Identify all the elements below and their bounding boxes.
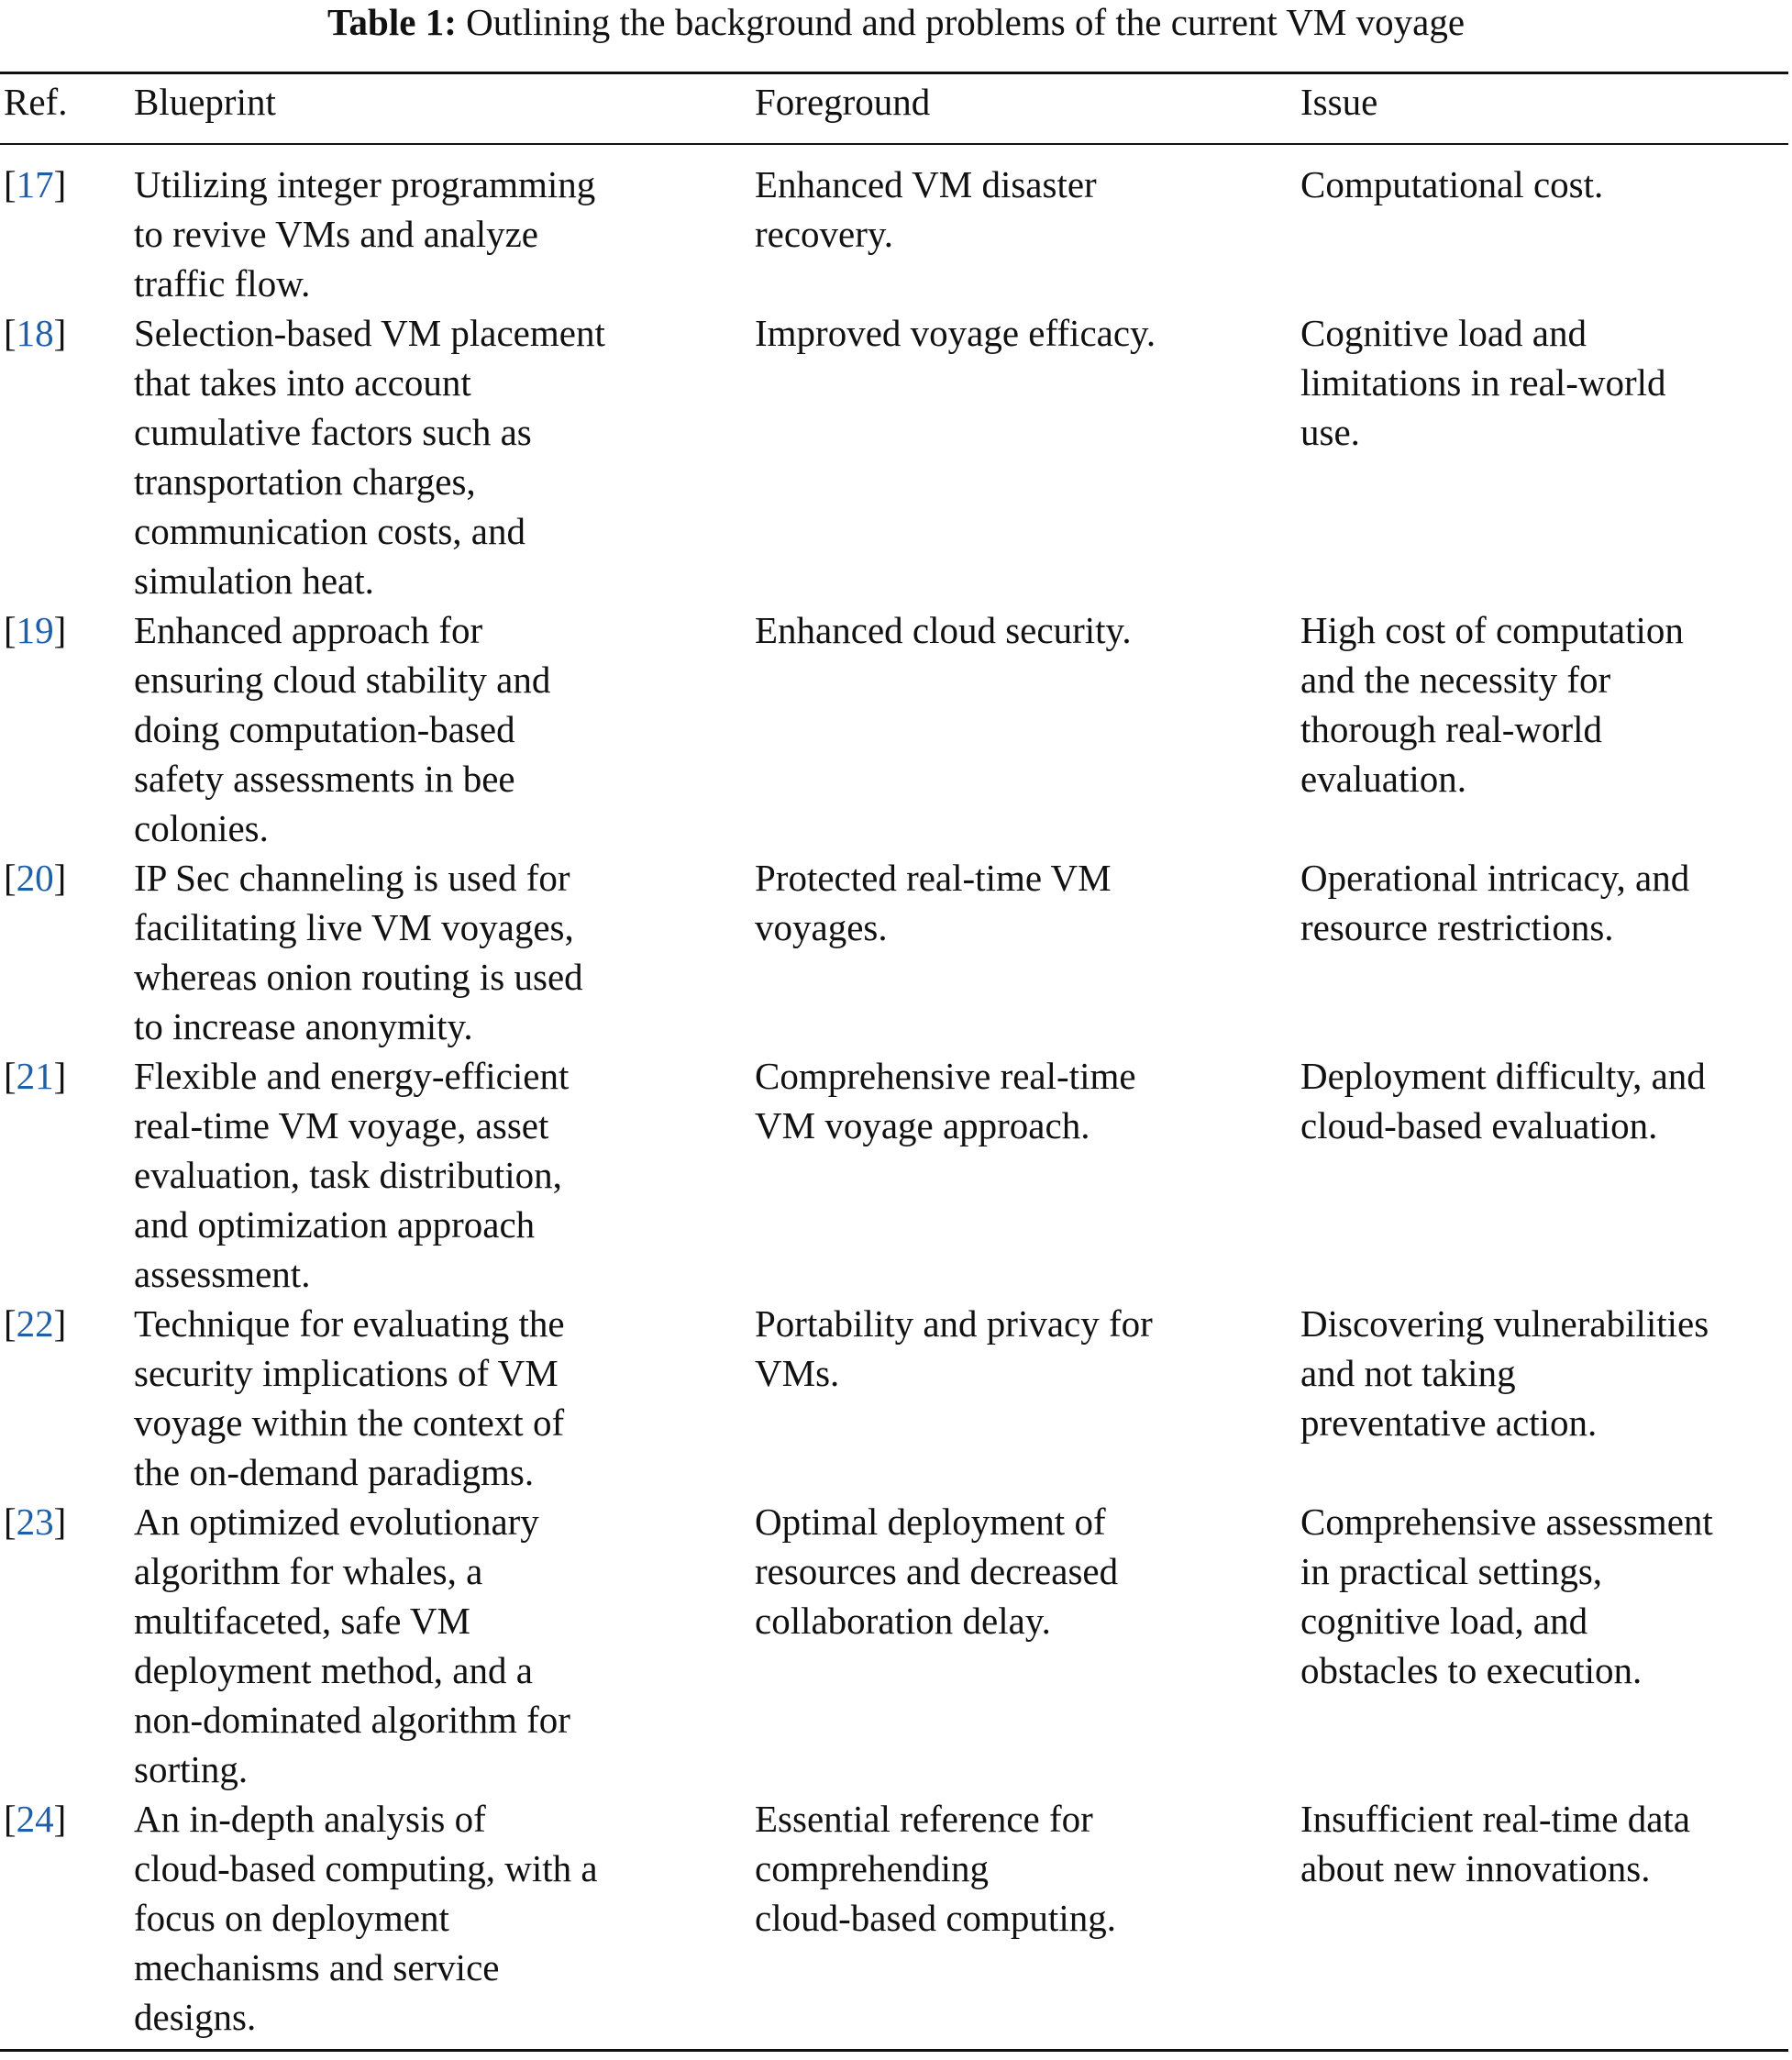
- ref-cell: [18]: [4, 312, 67, 354]
- table-row: [0, 1497, 1792, 1794]
- top-rule: [0, 72, 1788, 74]
- ref-cell: [17]: [4, 163, 67, 205]
- table-row: [0, 853, 1792, 1051]
- caption-text: Outlining the background and problems of the current VM voyage: [466, 1, 1466, 43]
- issue-cell: Cognitive load and limitations in real-world use.: [1300, 312, 1666, 453]
- blueprint-cell: IP Sec channeling is used for facilitating live VM voyages, whereas onion routing is used to increase anonymity.: [134, 857, 583, 1047]
- ref-link[interactable]: 17: [16, 163, 54, 205]
- foreground-cell: Enhanced cloud security.: [755, 609, 1132, 651]
- blueprint-cell: Utilizing integer programming to revive VMs and analyze traffic flow.: [134, 163, 596, 305]
- table-row: [0, 1051, 1792, 1299]
- header-ref: Ref.: [4, 81, 68, 123]
- issue-cell: Operational intricacy, and resource restrictions.: [1300, 857, 1690, 948]
- ref-link[interactable]: 24: [16, 1798, 54, 1840]
- ref-cell: [22]: [4, 1302, 67, 1345]
- foreground-cell: Improved voyage efficacy.: [755, 312, 1156, 354]
- blueprint-cell: An in-depth analysis of cloud-based computing, with a focus on deployment mechanisms and service designs.: [134, 1798, 598, 2038]
- ref-link[interactable]: 18: [16, 312, 54, 354]
- foreground-cell: Enhanced VM disaster recovery.: [755, 163, 1097, 255]
- ref-link[interactable]: 21: [16, 1055, 54, 1097]
- foreground-cell: Protected real-time VM voyages.: [755, 857, 1112, 948]
- issue-cell: Deployment difficulty, and cloud-based evaluation.: [1300, 1055, 1706, 1146]
- ref-cell: [20]: [4, 857, 67, 899]
- table-caption: [0, 0, 1792, 44]
- table-header: [0, 77, 1792, 138]
- table-row: [0, 605, 1792, 853]
- ref-cell: [21]: [4, 1055, 67, 1097]
- header-foreground: Foreground: [755, 81, 931, 123]
- table-row: [0, 308, 1792, 605]
- ref-cell: [19]: [4, 609, 67, 651]
- issue-cell: Comprehensive assessment in practical settings, cognitive load, and obstacles to execution.: [1300, 1501, 1713, 1691]
- issue-cell: High cost of computation and the necessity for thorough real-world evaluation.: [1300, 609, 1684, 800]
- ref-link[interactable]: 23: [16, 1501, 54, 1543]
- issue-cell: Insufficient real-time data about new innovations.: [1300, 1798, 1690, 1889]
- issue-cell: Computational cost.: [1300, 163, 1604, 205]
- foreground-cell: Optimal deployment of resources and decreased collaboration delay.: [755, 1501, 1119, 1642]
- foreground-cell: Comprehensive real-time VM voyage approach.: [755, 1055, 1136, 1146]
- ref-cell: [24]: [4, 1798, 67, 1840]
- blueprint-cell: Selection-based VM placement that takes into account cumulative factors such as transportation charges, communication costs, and simulation heat.: [134, 312, 605, 602]
- ref-link[interactable]: 22: [16, 1302, 54, 1345]
- foreground-cell: Essential reference for comprehending cloud-based computing.: [755, 1798, 1116, 1939]
- bottom-rule: [0, 2049, 1788, 2052]
- table-body: [0, 160, 1792, 2042]
- table-row: [0, 1299, 1792, 1497]
- table-row: [0, 1794, 1792, 2042]
- header-rule: [0, 143, 1788, 145]
- blueprint-cell: Enhanced approach for ensuring cloud stability and doing computation-based safety assessments in bee colonies.: [134, 609, 551, 849]
- foreground-cell: Portability and privacy for VMs.: [755, 1302, 1153, 1394]
- header-blueprint: Blueprint: [134, 81, 276, 123]
- ref-link[interactable]: 19: [16, 609, 54, 651]
- blueprint-cell: An optimized evolutionary algorithm for whales, a multifaceted, safe VM deployment method, and a non-dominated algorithm for sorting.: [134, 1501, 570, 1790]
- ref-cell: [23]: [4, 1501, 67, 1543]
- blueprint-cell: Technique for evaluating the security implications of VM voyage within the context of the on-demand paradigms.: [134, 1302, 565, 1493]
- ref-link[interactable]: 20: [16, 857, 54, 899]
- header-issue: Issue: [1300, 81, 1378, 123]
- caption-label: Table 1:: [326, 1, 457, 43]
- table-row: [0, 160, 1792, 308]
- issue-cell: Discovering vulnerabilities and not taking preventative action.: [1300, 1302, 1709, 1444]
- blueprint-cell: Flexible and energy-efficient real-time VM voyage, asset evaluation, task distribution, and optimization approach assessment.: [134, 1055, 570, 1295]
